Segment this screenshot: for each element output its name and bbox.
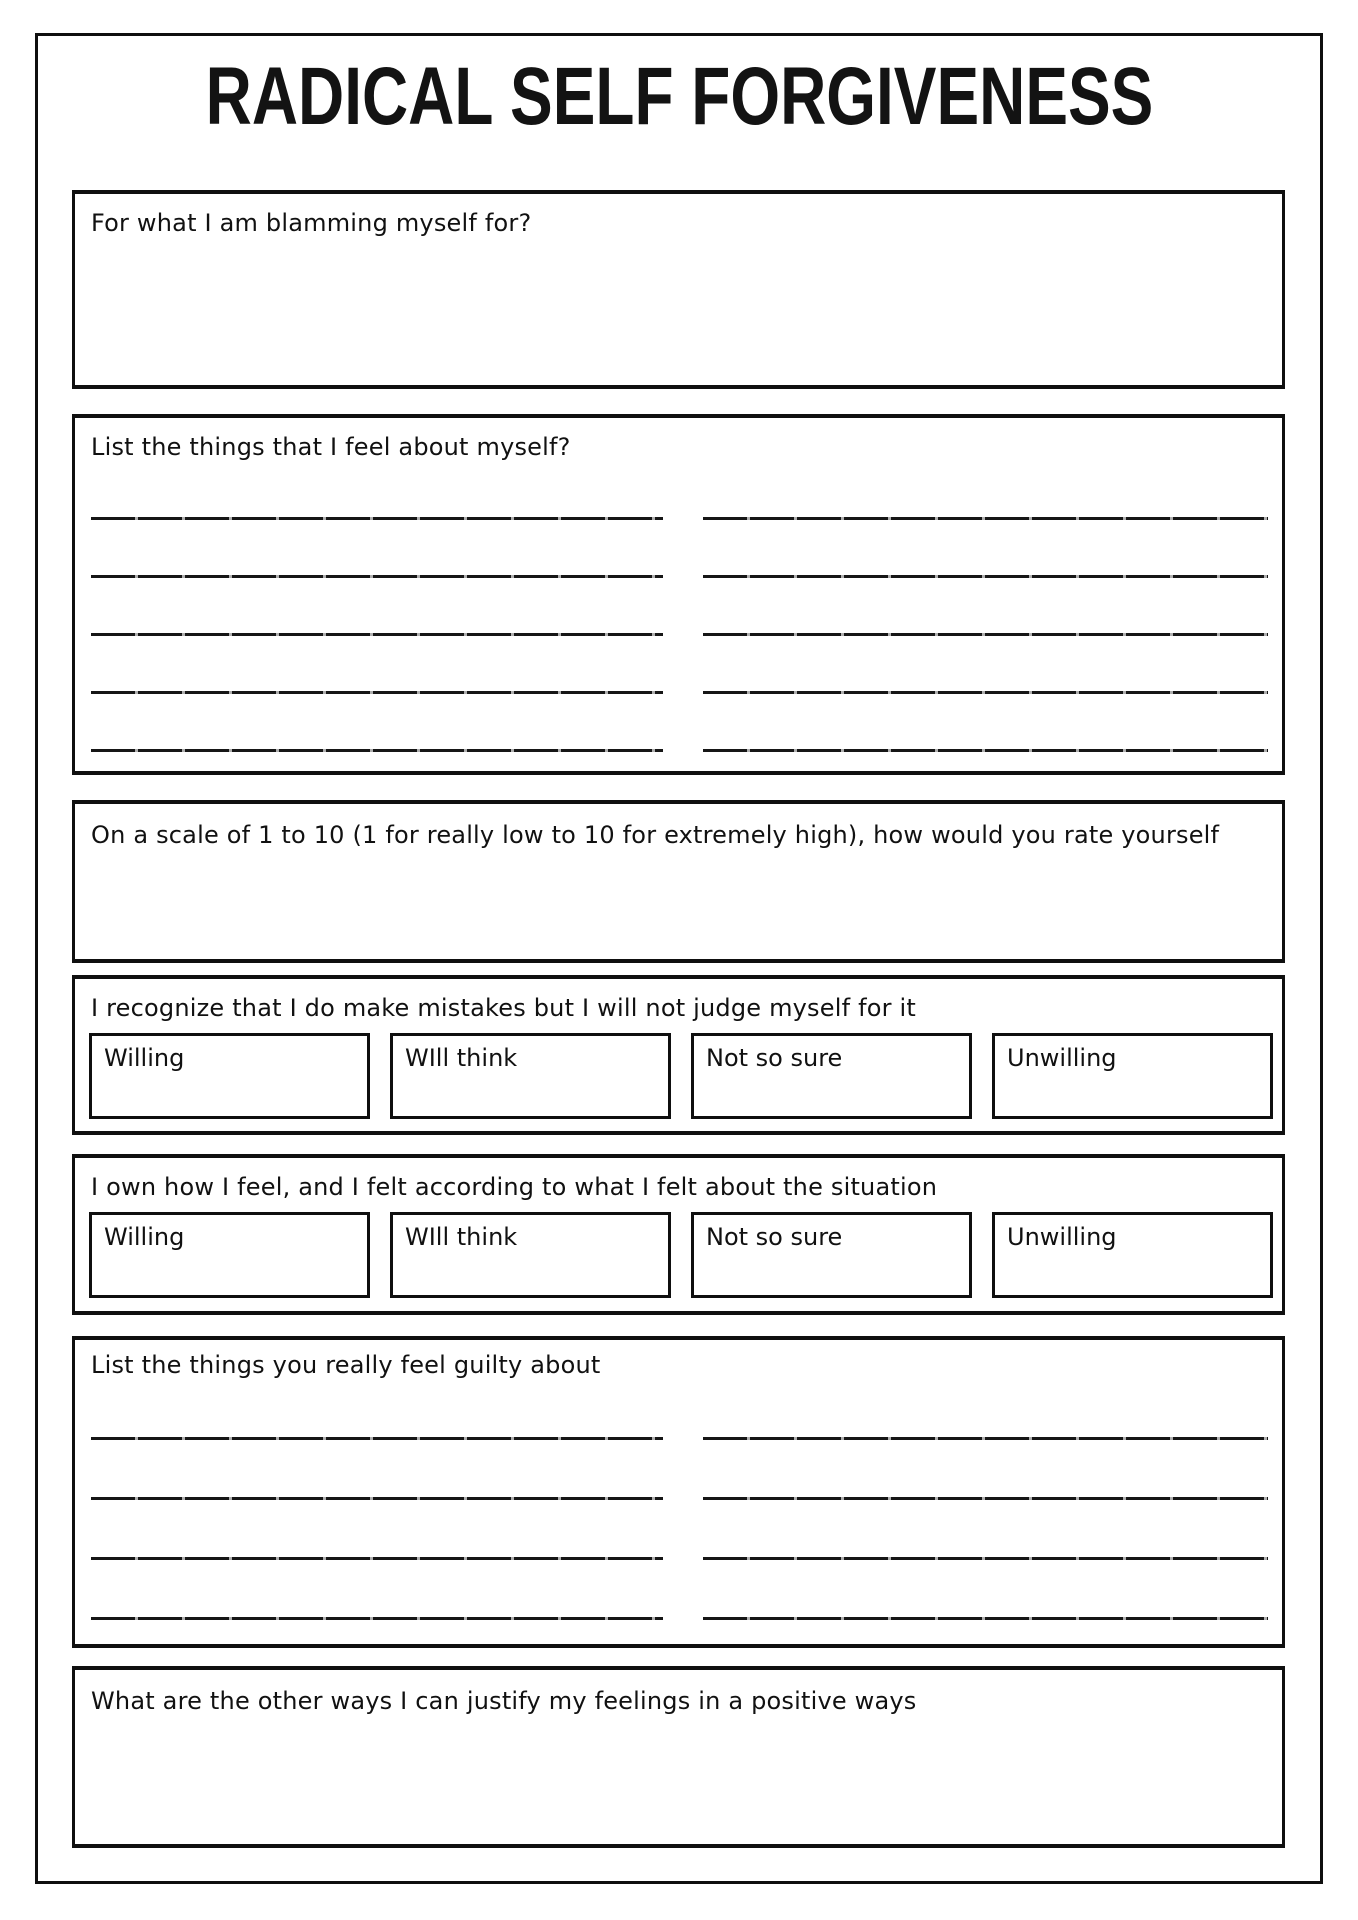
answer-line[interactable] xyxy=(703,633,1268,636)
answer-lines-guilty xyxy=(75,1380,1282,1620)
section-recognize-label: I recognize that I do make mistakes but I will not judge myself for it xyxy=(91,994,916,1022)
worksheet-title-text: RADICAL SELF FORGIVENESS xyxy=(205,51,1153,142)
answer-line[interactable] xyxy=(91,1437,663,1440)
answer-line-row xyxy=(91,1380,1268,1440)
answer-line[interactable] xyxy=(91,633,663,636)
answer-line-row xyxy=(91,636,1268,694)
options-row-recognize xyxy=(89,1033,1282,1119)
answer-line[interactable] xyxy=(91,575,663,578)
answer-line[interactable] xyxy=(703,575,1268,578)
options-row-own-feelings xyxy=(89,1212,1282,1298)
option-label: Unwilling xyxy=(1007,1223,1117,1251)
option-label: WIll think xyxy=(405,1044,518,1072)
answer-line[interactable] xyxy=(703,1557,1268,1560)
option-box-will-think[interactable] xyxy=(390,1212,671,1298)
answer-line[interactable] xyxy=(703,517,1268,520)
option-label: Willing xyxy=(104,1223,185,1251)
section-recognize xyxy=(72,975,1285,1135)
option-box-willing[interactable] xyxy=(89,1212,370,1298)
answer-area-justify[interactable] xyxy=(75,1716,1282,1816)
section-scale xyxy=(72,800,1285,963)
option-label: WIll think xyxy=(405,1223,518,1251)
option-box-willing[interactable] xyxy=(89,1033,370,1119)
section-justify-label: What are the other ways I can justify my feelings in a positive ways xyxy=(91,1687,917,1715)
answer-line[interactable] xyxy=(703,749,1268,752)
answer-line[interactable] xyxy=(703,1617,1268,1620)
option-label: Unwilling xyxy=(1007,1044,1117,1072)
section-guilty xyxy=(72,1336,1285,1648)
section-feelings-label: List the things that I feel about myself? xyxy=(91,433,571,461)
answer-area-scale[interactable] xyxy=(75,850,1282,930)
option-label: Not so sure xyxy=(706,1044,843,1072)
section-guilty-label: List the things you really feel guilty about xyxy=(91,1351,601,1379)
option-box-unwilling[interactable] xyxy=(992,1212,1273,1298)
answer-line-row xyxy=(91,1500,1268,1560)
option-box-not-so-sure[interactable] xyxy=(691,1212,972,1298)
answer-line[interactable] xyxy=(91,749,663,752)
answer-line[interactable] xyxy=(91,517,663,520)
section-feelings xyxy=(72,414,1285,775)
answer-line[interactable] xyxy=(91,1497,663,1500)
answer-line[interactable] xyxy=(91,691,663,694)
answer-line-row xyxy=(91,1440,1268,1500)
answer-line-row xyxy=(91,520,1268,578)
section-scale-label: On a scale of 1 to 10 (1 for really low to 10 for extremely high), how would you rate yourself xyxy=(91,821,1220,849)
worksheet-title xyxy=(0,51,1358,142)
answer-line-row xyxy=(91,462,1268,520)
answer-area-blame[interactable] xyxy=(75,238,1282,358)
option-box-unwilling[interactable] xyxy=(992,1033,1273,1119)
answer-line[interactable] xyxy=(91,1617,663,1620)
section-blame xyxy=(72,190,1285,389)
answer-line-row xyxy=(91,578,1268,636)
answer-line[interactable] xyxy=(703,1497,1268,1500)
section-blame-label: For what I am blamming myself for? xyxy=(91,209,532,237)
section-own-feelings xyxy=(72,1154,1285,1315)
option-box-not-so-sure[interactable] xyxy=(691,1033,972,1119)
section-justify xyxy=(72,1666,1285,1848)
answer-line-row xyxy=(91,694,1268,752)
option-label: Willing xyxy=(104,1044,185,1072)
answer-line[interactable] xyxy=(703,1437,1268,1440)
answer-line-row xyxy=(91,1560,1268,1620)
answer-lines-feelings xyxy=(75,462,1282,752)
answer-line[interactable] xyxy=(91,1557,663,1560)
option-label: Not so sure xyxy=(706,1223,843,1251)
option-box-will-think[interactable] xyxy=(390,1033,671,1119)
section-own-feelings-label: I own how I feel, and I felt according to what I felt about the situation xyxy=(91,1173,938,1201)
answer-line[interactable] xyxy=(703,691,1268,694)
